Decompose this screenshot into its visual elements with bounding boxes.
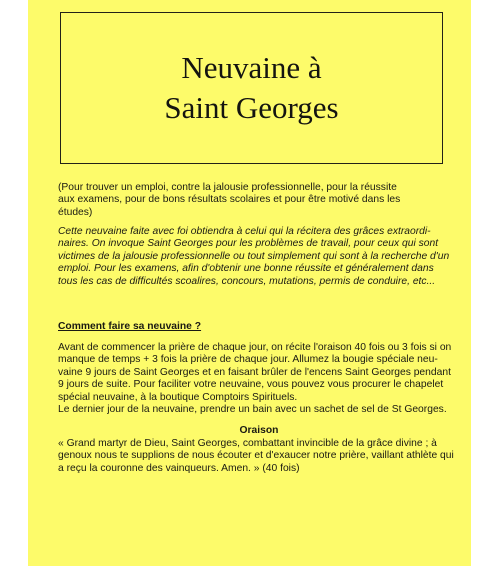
- description-paragraph: [58, 226, 460, 288]
- instruction-line: vaine 9 jours de Saint Georges et en faisant brûler de l'encens Saint Georges pendant: [58, 366, 451, 378]
- instruction-line: manque de temps + 3 fois la prière de chaque jour. Allumez la bougie spéciale neu-: [58, 354, 438, 366]
- prayer-line: « Grand martyr de Dieu, Saint Georges, combattant invincible de la grâce divine ; à: [58, 438, 437, 449]
- intro-paragraph: [58, 182, 460, 219]
- prayer-paragraph: [58, 438, 460, 475]
- description-line: naires. On invoque Saint Georges pour les problèmes de travail, pour ceux qui sont: [58, 238, 439, 250]
- title-line-2: Saint Georges: [164, 90, 339, 125]
- howto-heading: Comment faire sa neuvaine ?: [58, 321, 202, 332]
- intro-line: études): [58, 206, 93, 218]
- intro-line: aux examens, pour de bons résultats scolaires et pour être motivé dans les: [58, 194, 401, 206]
- prayer-line: genoux nous te supplions de nous écouter et d'exaucer notre prière, vaillant athlète qui: [58, 450, 454, 462]
- instruction-line: Avant de commencer la prière de chaque jour, on récite l'oraison 40 fois ou 3 fois si on: [58, 342, 452, 353]
- instruction-line: 9 jours de suite. Pour faciliter votre neuvaine, vous pouvez vous procurer le chapelet: [58, 379, 444, 391]
- description-line: Cette neuvaine faite avec foi obtiendra à celui qui la récitera des grâces extraordi-: [58, 226, 431, 237]
- oraison-heading: Oraison: [239, 425, 279, 436]
- prayer-line: a reçu la couronne des vainqueurs. Amen. » (40 fois): [58, 462, 300, 474]
- description-line: victimes de la jalousie professionnelle ou tout simplement qui sont à la recherche d'un: [58, 250, 450, 262]
- description-line: tous les cas de difficultés scoalires, concours, mutations, permis de conduire, etc...: [58, 275, 436, 287]
- title-box: [60, 12, 443, 164]
- instructions-paragraph: [58, 342, 460, 416]
- instruction-line: Le dernier jour de la neuvaine, prendre un bain avec un sachet de sel de St Georges.: [58, 404, 447, 416]
- intro-line: (Pour trouver un emploi, contre la jalousie professionnelle, pour la réussite: [58, 182, 397, 193]
- instruction-line: spécial neuvaine, à la boutique Comptoirs Spirituels.: [58, 391, 298, 403]
- description-line: emploi. Pour les examens, afin d'obtenir une bonne réussite et généralement dans: [58, 263, 434, 275]
- flyer-sheet: [28, 0, 471, 566]
- title-line-1: Neuvaine à: [181, 50, 322, 85]
